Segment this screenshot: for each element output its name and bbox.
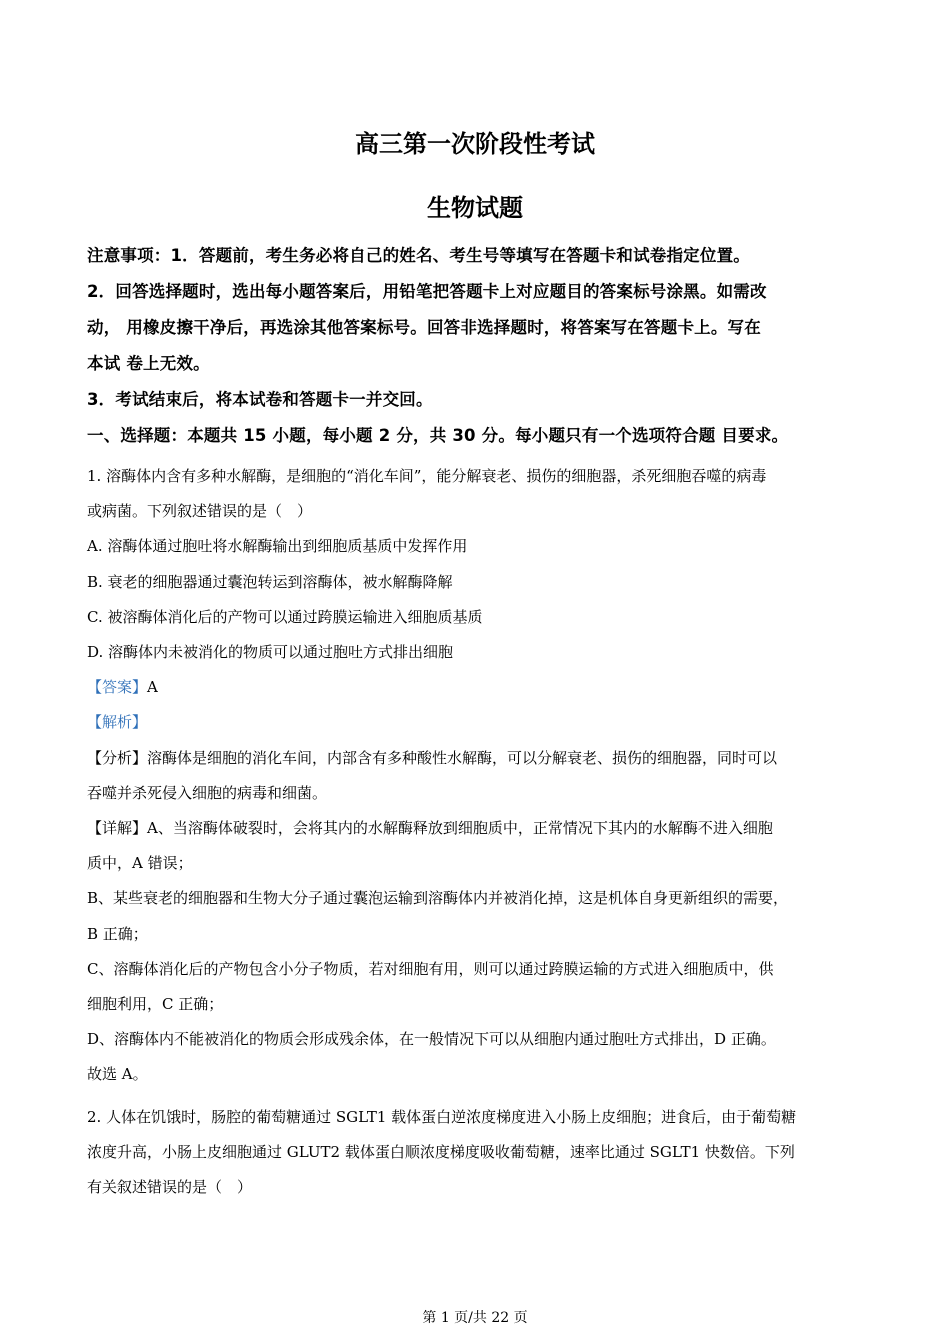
question-2 <box>87 1100 867 1206</box>
page-number: 第 1 页/共 22 页 <box>422 1310 528 1326</box>
question-stem-line: 1. 溶酶体内含有多种水解酶，是细胞的“消化车间”，能分解衰老、损伤的细胞器，杀死细胞吞噬的病毒 <box>87 467 767 485</box>
exam-subtitle: 生物试题 <box>427 194 523 222</box>
note-line: 本试 卷上无效。 <box>87 354 210 373</box>
explanation-line: 质中，A 错误； <box>87 854 193 873</box>
question-stem-line: 有关叙述错误的是（ ） <box>87 1178 253 1197</box>
option-c: C. 被溶酶体消化后的产物可以通过跨膜运输进入细胞质基质 <box>87 607 483 626</box>
section-heading: 一、选择题：本题共 15 小题，每小题 2 分，共 30 分。每小题只有一个选项符合题 目要求。 <box>87 426 789 445</box>
instructions <box>87 238 867 454</box>
explanation-line: B 正确； <box>87 924 148 943</box>
explanation-line: 吞噬并杀死侵入细胞的病毒和细菌。 <box>87 783 328 802</box>
explanation-line: 【分析】溶酶体是细胞的消化车间，内部含有多种酸性水解酶，可以分解衰老、损伤的细胞器，同时可以 <box>87 748 778 767</box>
question-stem-line: 浓度升高，小肠上皮细胞通过 GLUT2 载体蛋白顺浓度梯度吸收葡萄糖，速率比通过 SGLT1 快数倍。下列 <box>87 1143 795 1162</box>
answer-value: A <box>147 678 158 697</box>
note-line: 动， 用橡皮擦干净后，再选涂其他答案标号。回答非选择题时，将答案写在答题卡上。写在 <box>87 318 761 337</box>
explanation-line: 细胞利用，C 正确； <box>87 995 224 1014</box>
option-b: B. 衰老的细胞器通过囊泡转运到溶酶体，被水解酶降解 <box>87 572 453 591</box>
explanation-line: 【详解】A、当溶酶体破裂时，会将其内的水解酶释放到细胞质中，正常情况下其内的水解酶不进入细胞 <box>87 819 773 838</box>
option-d: D. 溶酶体内未被消化的物质可以通过胞吐方式排出细胞 <box>87 643 454 662</box>
exam-title: 高三第一次阶段性考试 <box>355 130 595 158</box>
explanation-line: 故选 A。 <box>87 1065 148 1084</box>
note-line: 注意事项：1．答题前，考生务必将自己的姓名、考生号等填写在答题卡和试卷指定位置。 <box>87 246 750 265</box>
note-line: 2．回答选择题时，选出每小题答案后，用铅笔把答题卡上对应题目的答案标号涂黑。如需改 <box>87 282 767 301</box>
analysis-label: 【解析】 <box>87 713 148 732</box>
question-stem-line: 或病菌。下列叙述错误的是（ ） <box>87 502 313 521</box>
explanation-line: D、溶酶体内不能被消化的物质会形成残余体，在一般情况下可以从细胞内通过胞吐方式排出，D 正确。 <box>87 1030 776 1049</box>
question-1 <box>87 459 867 1093</box>
explanation-line: B、某些衰老的细胞器和生物大分子通过囊泡运输到溶酶体内并被消化掉，这是机体自身更新组织的需要， <box>87 889 789 908</box>
option-a: A. 溶酶体通过胞吐将水解酶输出到细胞质基质中发挥作用 <box>87 537 468 556</box>
explanation-line: C、溶酶体消化后的产物包含小分子物质，若对细胞有用，则可以通过跨膜运输的方式进入细胞质中，供 <box>87 959 774 978</box>
answer-label: 【答案】 <box>87 678 148 697</box>
answer-line <box>87 670 867 705</box>
question-stem-line: 2. 人体在饥饿时，肠腔的葡萄糖通过 SGLT1 载体蛋白逆浓度梯度进入小肠上皮细胞；进食后，由于葡萄糖 <box>87 1108 797 1126</box>
note-line: 3．考试结束后，将本试卷和答题卡一并交回。 <box>87 390 433 409</box>
